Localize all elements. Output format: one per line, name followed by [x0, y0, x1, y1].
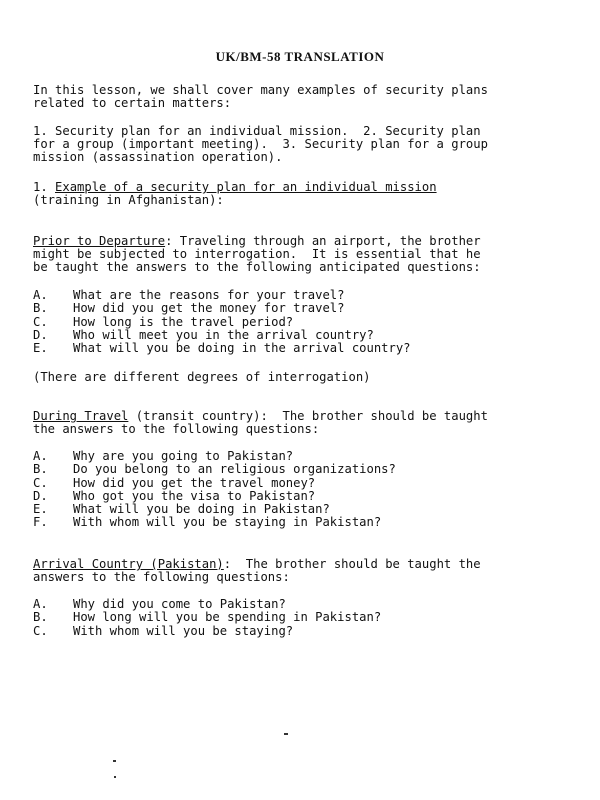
example-prefix: 1.: [33, 180, 56, 194]
prior-text: : Traveling through an airport, the brother might be subjected to interrogation. It is essential that he be taught the answers to the following anticipated questions:: [33, 234, 481, 274]
item-text: Who will meet you in the arrival country?: [73, 327, 374, 342]
example-section: [33, 181, 543, 207]
item-letter: C.: [33, 314, 48, 329]
item-letter: C.: [33, 475, 48, 490]
item-text: How long will you be spending in Pakistan?: [73, 610, 382, 625]
item-text: How did you get the travel money?: [73, 475, 316, 490]
example-heading: Example of a security plan for an individual mission: [55, 180, 437, 194]
item-text: How did you get the money for travel?: [73, 301, 345, 316]
item-text: With whom will you be staying?: [73, 623, 294, 638]
list-item: [33, 516, 553, 529]
list-item: [33, 450, 553, 463]
item-letter: A.: [33, 288, 48, 302]
item-letter: F.: [33, 515, 48, 530]
scan-speck: [114, 776, 116, 778]
item-text: Do you belong to an religious organizations?: [73, 462, 396, 477]
scan-speck: [284, 733, 288, 735]
item-text: What will you be doing in Pakistan?: [73, 502, 330, 517]
item-text: Why did you come to Pakistan?: [73, 597, 286, 611]
list-item: [33, 490, 553, 503]
list-item: [33, 611, 553, 624]
list-item: [33, 477, 553, 490]
list-item: [33, 302, 553, 315]
during-heading: During Travel: [33, 409, 129, 423]
list-item: [33, 316, 553, 329]
item-letter: A.: [33, 597, 48, 611]
interrogation-note: (There are different degrees of interrogation): [33, 370, 371, 384]
list-item: [33, 463, 553, 476]
prior-questions-list: [33, 289, 553, 355]
item-letter: E.: [33, 341, 48, 356]
item-letter: D.: [33, 327, 48, 342]
plans-paragraph: 1. Security plan for an individual mission. 2. Security plan for a group (important meeting). 3. Security plan for a group mission (assassination operation).: [33, 124, 488, 164]
document-title: UK/BM-58 TRANSLATION: [215, 49, 385, 64]
item-letter: E.: [33, 502, 48, 517]
item-letter: B.: [33, 301, 48, 316]
item-text: How long is the travel period?: [73, 314, 294, 329]
item-text: What are the reasons for your travel?: [73, 288, 345, 302]
item-text: What will you be doing in the arrival country?: [73, 341, 411, 356]
arrival-heading: Arrival Country (Pakistan): [33, 557, 224, 571]
arrival-section-paragraph: [33, 558, 543, 584]
list-item: [33, 289, 553, 302]
list-item: [33, 598, 553, 611]
item-letter: B.: [33, 462, 48, 477]
list-item: [33, 625, 553, 638]
item-letter: D.: [33, 488, 48, 503]
item-text: Why are you going to Pakistan?: [73, 449, 294, 463]
during-text: (transit country): The brother should be taught the answers to the following questions:: [33, 409, 488, 436]
intro-paragraph: In this lesson, we shall cover many examples of security plans related to certain matters:: [33, 83, 488, 110]
item-letter: A.: [33, 449, 48, 463]
prior-section-paragraph: [33, 235, 543, 274]
during-questions-list: [33, 450, 553, 530]
scan-speck: [113, 760, 116, 762]
list-item: [33, 329, 553, 342]
list-item: [33, 342, 553, 355]
list-item: [33, 503, 553, 516]
example-subtext: (training in Afghanistan):: [33, 193, 224, 207]
prior-heading: Prior to Departure: [33, 234, 166, 248]
during-section-paragraph: [33, 410, 543, 436]
arrival-text: : The brother should be taught the answers to the following questions:: [33, 557, 481, 584]
item-letter: B.: [33, 610, 48, 625]
arrival-questions-list: [33, 598, 553, 638]
item-text: Who got you the visa to Pakistan?: [73, 488, 316, 503]
item-text: With whom will you be staying in Pakistan?: [73, 515, 382, 530]
item-letter: C.: [33, 623, 48, 638]
